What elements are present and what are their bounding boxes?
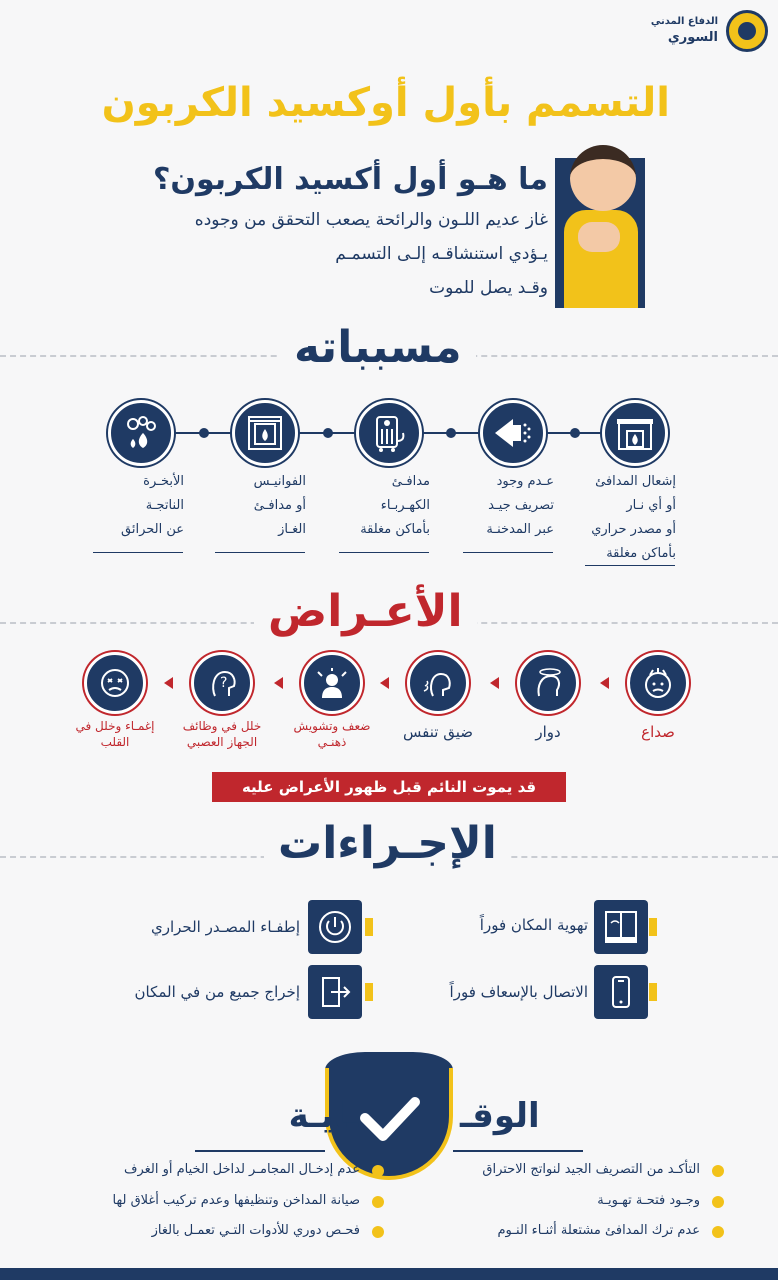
arrow-left-icon — [164, 677, 173, 689]
dizziness-icon — [517, 652, 579, 714]
intro-line-3: وقـد يصل للموت — [429, 278, 548, 298]
connector-dot — [323, 428, 333, 438]
cause-electric-heater-text — [322, 470, 430, 542]
prevention-item: عدم ترك المدافئ مشتعلة أثنـاء النـوم — [497, 1223, 700, 1238]
prevention-title-right: الوقـ — [460, 1096, 540, 1136]
actions-title: الإجـراءات — [264, 818, 511, 869]
page-title: التسمم بأول أوكسيد الكربون — [101, 80, 670, 126]
causes-title: مسبباته — [280, 322, 476, 373]
action-tab — [649, 918, 657, 936]
symptom-label-breathing: ضيق تنفس — [403, 723, 473, 741]
cause-gas-stove-text — [198, 470, 306, 542]
connector-dot — [199, 428, 209, 438]
intro-question: ما هـو أول أكسيد الكربون؟ — [152, 162, 548, 197]
cause-text-line: إشعال المدافئ — [595, 474, 676, 489]
intro-line-2: يـؤدي استنشاقـه إلـى التسمـم — [335, 244, 548, 264]
bullet-icon — [712, 1165, 724, 1177]
fainting-icon — [84, 652, 146, 714]
cause-text-line: عبر المدخنـة — [486, 522, 554, 537]
cause-exhaust-text — [446, 470, 554, 542]
bullet-icon — [372, 1196, 384, 1208]
cause-underline — [585, 565, 675, 566]
prevention-item: فحـص دوري للأدوات التـي تعمـل بالغاز — [151, 1223, 360, 1238]
cause-text-line: بأماكن مغلقة — [606, 546, 676, 561]
action-label-evacuate: إخراج جميع من في المكان — [134, 983, 300, 1001]
breathing-icon — [407, 652, 469, 714]
confusion-icon — [301, 652, 363, 714]
action-tab — [649, 983, 657, 1001]
warning-banner: قد يموت النائم قبل ظهور الأعراض عليه — [212, 772, 566, 802]
cause-text-line: أو مدافـئ — [253, 498, 306, 513]
symptom-label-fainting: إغمـاء وخلل في القلب — [75, 719, 155, 749]
action-label-extinguish: إطفـاء المصـدر الحراري — [150, 918, 300, 936]
phone-icon — [594, 965, 648, 1019]
arrow-left-icon — [490, 677, 499, 689]
cause-fireplace-text — [568, 470, 676, 566]
prevention-item: صيانة المداخن وتنظيفها وعدم تركيب أغلاق لها — [112, 1193, 360, 1208]
cause-text-line: بأماكن مغلقة — [360, 522, 430, 537]
bullet-icon — [712, 1196, 724, 1208]
prevention-title-left: ـايـة — [288, 1096, 358, 1136]
bullet-icon — [712, 1226, 724, 1238]
connector-dot — [570, 428, 580, 438]
cause-underline — [93, 552, 183, 553]
action-label-call-ambulance: الاتصال بالإسعاف فوراً — [449, 983, 588, 1001]
arrow-left-icon — [274, 677, 283, 689]
cause-text-line: عن الحرائق — [121, 522, 184, 537]
action-label-ventilate: تهوية المكان فوراً — [479, 916, 588, 934]
cause-text-line: الأبخـرة — [143, 474, 184, 489]
connector-dot — [446, 428, 456, 438]
cause-text-line: عـدم وجود — [496, 474, 554, 489]
symptom-label-nervous: خلل في وظائف الجهاز العصبي — [182, 719, 262, 749]
symptom-label-dizziness: دوار — [535, 723, 561, 741]
cause-underline — [215, 552, 305, 553]
arrow-left-icon — [600, 677, 609, 689]
footer-bar — [0, 1268, 778, 1280]
cause-text-line: تصريف جيـد — [488, 498, 554, 513]
cause-text-line: أو مصدر حراري — [591, 522, 676, 537]
cause-text-line: أو أي نـار — [626, 498, 676, 513]
cause-underline — [463, 552, 553, 553]
logo-text-line2: السوري — [667, 30, 718, 45]
arrow-left-icon — [380, 677, 389, 689]
intro-line-1: غاز عديم اللـون والرائحة يصعب التحقق من وجوده — [194, 210, 548, 230]
symptom-label-confusion: ضعف وتشويش ذهنـي — [293, 719, 371, 749]
civil-defense-logo-icon — [726, 10, 768, 52]
svg-text:?: ? — [220, 675, 228, 691]
gas-stove-icon — [232, 400, 298, 466]
headache-icon — [627, 652, 689, 714]
bullet-icon — [372, 1165, 384, 1177]
fumes-icon — [108, 400, 174, 466]
action-tab — [365, 918, 373, 936]
sick-boy-icon — [570, 145, 636, 211]
prevention-line-right — [453, 1150, 583, 1152]
action-tab — [365, 983, 373, 1001]
prevention-line-left — [195, 1150, 325, 1152]
logo-text-line1: الدفاع المدني — [650, 16, 718, 27]
exit-icon — [308, 965, 362, 1019]
exhaust-vent-icon — [480, 400, 546, 466]
nervous-system-icon — [191, 652, 253, 714]
fireplace-icon — [602, 400, 668, 466]
cause-text-line: الكهـربـاء — [380, 498, 430, 513]
bullet-icon — [372, 1226, 384, 1238]
window-icon — [594, 900, 648, 954]
electric-heater-icon — [356, 400, 422, 466]
symptom-label-headache: صداع — [641, 723, 675, 741]
cause-text-line: مدافـئ — [391, 474, 430, 489]
symptoms-title: الأعـراض — [254, 586, 477, 637]
cause-underline — [339, 552, 429, 553]
power-icon — [308, 900, 362, 954]
cause-fumes-text — [76, 470, 184, 542]
prevention-item: عدم إدخـال المجامـر لداخل الخيام أو الغرف — [123, 1162, 360, 1177]
prevention-item: وجـود فتحـة تهـويـة — [597, 1193, 700, 1208]
cause-text-line: الغـاز — [278, 522, 306, 537]
prevention-item: التأكـد من التصريف الجيد لنواتج الاحتراق — [482, 1162, 700, 1177]
boy-hands — [578, 222, 620, 252]
cause-text-line: الناتجـة — [145, 498, 184, 513]
cause-text-line: الفوانيـس — [253, 474, 306, 489]
